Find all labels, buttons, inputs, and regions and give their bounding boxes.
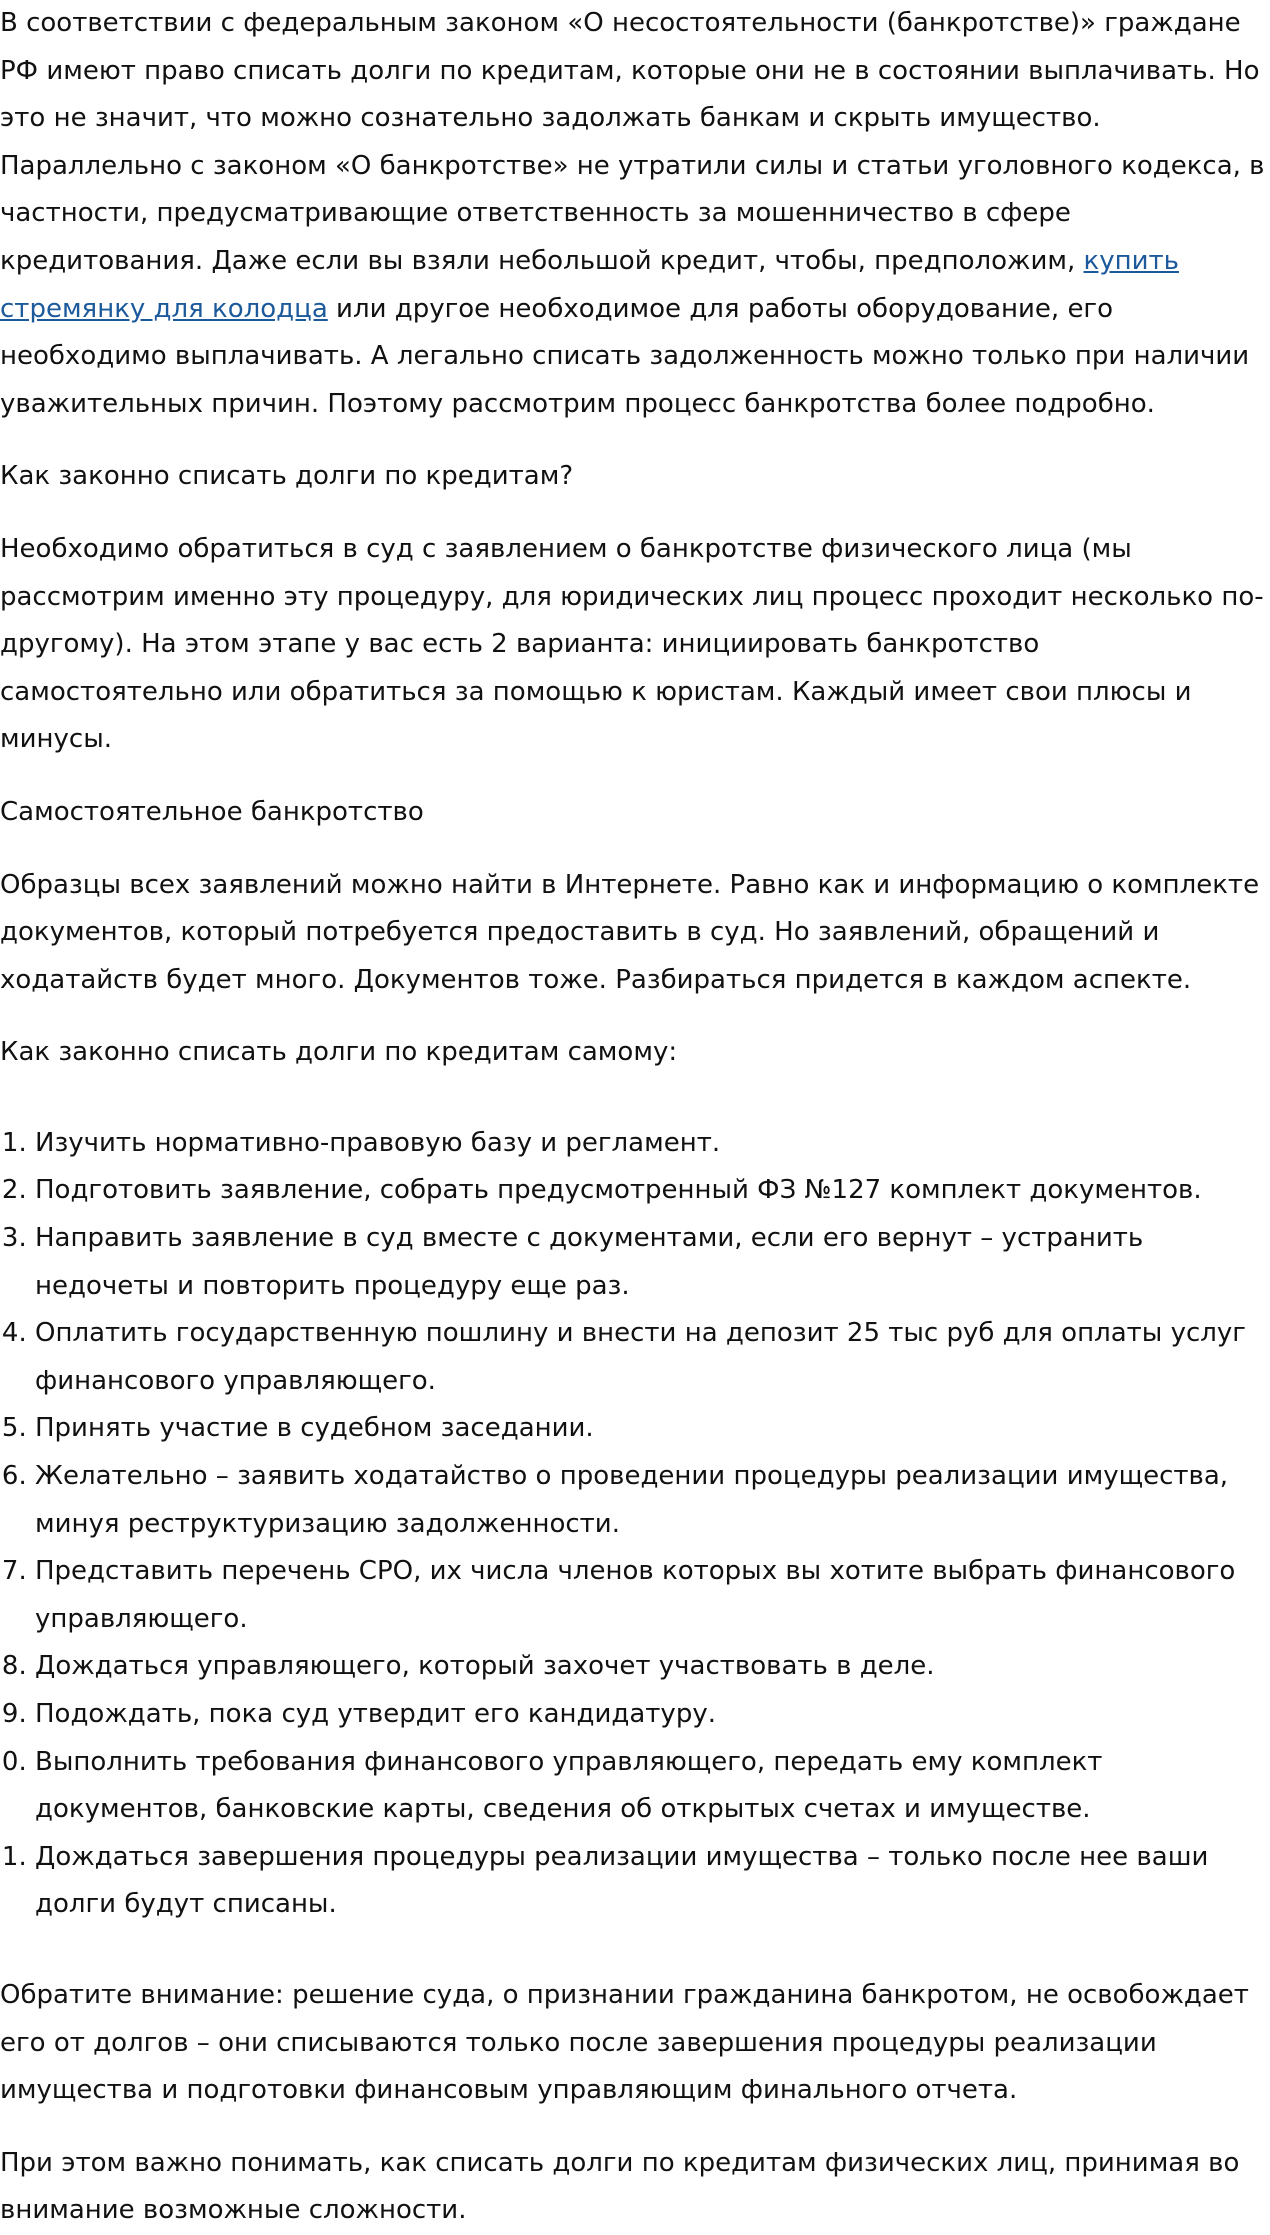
- list-item: 7. Представить перечень СРО, их числа членов которых вы хотите выбрать финансового управляющего.: [35, 1548, 1266, 1643]
- intro-text: В соответствии с федеральным законом «О несостоятельности (банкротстве)» граждане РФ имеют право списать долги по кредитам, которые они не в состоянии выплачивать. Но это не значит, что можно сознательно задолжать банкам и скрыть имущество. Параллельно с законом «О банкротстве» не утратили силы и статьи уголовного кодекса, в частности, предусматривающие ответственность за мошенничество в сфере кредитования. Даже если вы взяли небольшой кредит, чтобы, предположим,: [0, 8, 1265, 276]
- intro-text-cont: или другое необходимое для работы оборудование, его необходимо выплачивать. А легально списать задолженность можно только при наличии уважительных причин. Поэтому рассмотрим процесс банкротства более подробно.: [0, 293, 1250, 419]
- list-item: 5. Принять участие в судебном заседании.: [35, 1405, 1266, 1453]
- list-item: 10. Выполнить требования финансового управляющего, передать ему комплект документов, банковские карты, сведения об открытых счетах и имуществе.: [35, 1739, 1266, 1834]
- paragraph: Необходимо обратиться в суд с заявлением о банкротстве физического лица (мы рассмотрим именно эту процедуру, для юридических лиц процесс проходит несколько по-другому). На этом этапе у вас есть 2 варианта: инициировать банкротство самостоятельно или обратиться за помощью к юристам. Каждый имеет свои плюсы и минусы.: [0, 533, 1264, 755]
- steps-list: [0, 1120, 1266, 1929]
- list-item: 6. Желательно – заявить ходатайство о проведении процедуры реализации имущества, минуя реструктуризацию задолженности.: [35, 1453, 1266, 1548]
- list-item: 2. Подготовить заявление, собрать предусмотренный ФЗ №127 комплект документов.: [35, 1167, 1266, 1215]
- paragraph: Образцы всех заявлений можно найти в Интернете. Равно как и информацию о комплекте документов, который потребуется предоставить в суд. Но заявлений, обращений и ходатайств будет много. Документов тоже. Разбираться придется в каждом аспекте.: [0, 869, 1260, 995]
- ladder-link[interactable]: купить стремянку для колодца: [0, 245, 1179, 324]
- intro-paragraph: [0, 0, 1266, 428]
- list-item: 9. Подождать, пока суд утвердит его кандидатуру.: [35, 1691, 1266, 1739]
- note-paragraph: Обратите внимание: решение суда, о признании гражданина банкротом, не освобождает его от долгов – они списываются только после завершения процедуры реализации имущества и подготовки финансовым управляющим финального отчета.: [0, 1979, 1249, 2106]
- list-item: 4. Оплатить государственную пошлину и внести на депозит 25 тыс руб для оплаты услуг финансового управляющего.: [35, 1310, 1266, 1405]
- list-item: 11. Дождаться завершения процедуры реализации имущества – только после нее ваши долги будут списаны.: [35, 1834, 1266, 1929]
- list-item: 8. Дождаться управляющего, который захочет участвовать в деле.: [35, 1643, 1266, 1691]
- paragraph: При этом важно понимать, как списать долги по кредитам физических лиц, принимая во внимание возможные сложности.: [0, 2147, 1240, 2226]
- section-heading: Как законно списать долги по кредитам?: [0, 461, 574, 492]
- list-item: 1. Изучить нормативно-правовую базу и регламент.: [35, 1120, 1266, 1168]
- list-item: 3. Направить заявление в суд вместе с документами, если его вернут – устранить недочеты и повторить процедуру еще раз.: [35, 1215, 1266, 1310]
- section-heading: Как законно списать долги по кредитам самому:: [0, 1037, 678, 1068]
- section-heading: Самостоятельное банкротство: [0, 796, 424, 827]
